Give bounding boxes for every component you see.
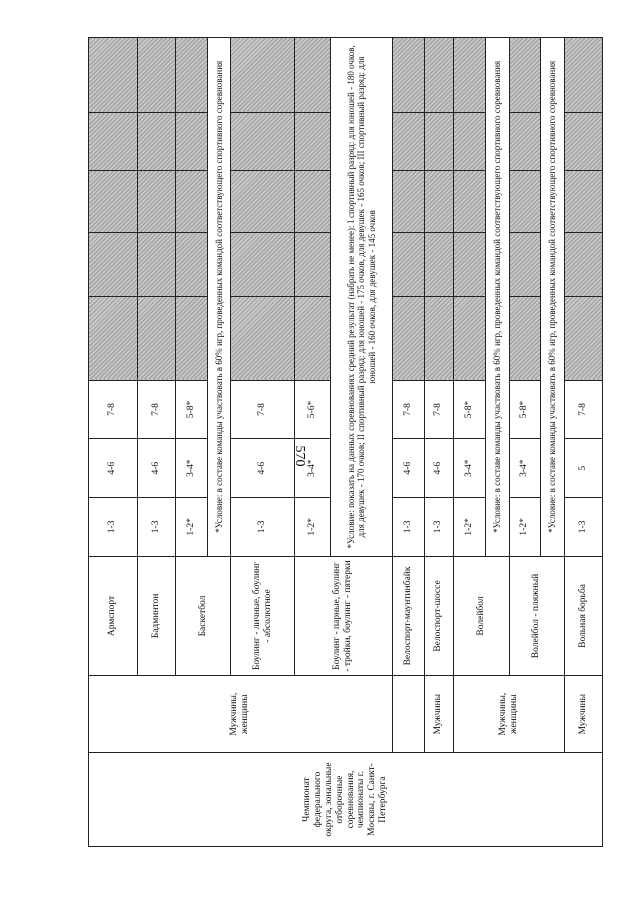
shaded-cell bbox=[295, 112, 331, 171]
rank-cell: 7-8 bbox=[424, 380, 454, 439]
shaded-cell bbox=[392, 171, 424, 233]
shaded-cell bbox=[137, 297, 175, 380]
rank-cell: 1-2* bbox=[176, 498, 208, 557]
rank-cell: 7-8 bbox=[564, 380, 602, 439]
shaded-cell bbox=[392, 38, 424, 113]
sport-cell: Вольная борьба bbox=[564, 556, 602, 676]
shaded-cell bbox=[89, 297, 138, 380]
sport-cell: Бадминтон bbox=[137, 556, 175, 676]
shaded-cell bbox=[137, 38, 175, 113]
shaded-cell bbox=[231, 171, 295, 233]
shaded-cell bbox=[176, 38, 208, 113]
sport-cell: Волейбол bbox=[454, 556, 509, 676]
rotated-table-sheet bbox=[88, 37, 603, 847]
shaded-cell bbox=[509, 297, 541, 380]
sport-cell: Велоспорт-шоссе bbox=[424, 556, 454, 676]
shaded-cell bbox=[231, 297, 295, 380]
rank-cell: 7-8 bbox=[392, 380, 424, 439]
rank-cell: 4-6 bbox=[89, 439, 138, 498]
shaded-cell bbox=[424, 233, 454, 297]
rank-cell: 1-2* bbox=[509, 498, 541, 557]
shaded-cell bbox=[509, 38, 541, 113]
sport-cell: Велоспорт-маунтинбайк bbox=[392, 556, 424, 676]
rank-cell: 3-4* bbox=[454, 439, 486, 498]
rank-cell: 5-8* bbox=[176, 380, 208, 439]
rank-cell: 5 bbox=[564, 439, 602, 498]
shaded-cell bbox=[89, 38, 138, 113]
shaded-cell bbox=[231, 112, 295, 171]
shaded-cell bbox=[295, 171, 331, 233]
rank-cell: 1-3 bbox=[392, 498, 424, 557]
shaded-cell bbox=[454, 112, 486, 171]
rank-cell: 4-6 bbox=[231, 439, 295, 498]
rank-cell: 7-8 bbox=[231, 380, 295, 439]
shaded-cell bbox=[392, 112, 424, 171]
gender-cell: Мужчины, женщины bbox=[454, 676, 564, 753]
shaded-cell bbox=[509, 171, 541, 233]
rank-cell: 4-6 bbox=[392, 439, 424, 498]
rank-cell: 5-8* bbox=[509, 380, 541, 439]
rank-cell: 3-4* bbox=[176, 439, 208, 498]
shaded-cell bbox=[509, 233, 541, 297]
shaded-cell bbox=[176, 171, 208, 233]
shaded-cell bbox=[176, 233, 208, 297]
shaded-cell bbox=[295, 233, 331, 297]
rank-cell: 3-4* bbox=[295, 439, 331, 498]
qualification-table bbox=[88, 37, 603, 847]
rank-cell: 1-3 bbox=[89, 498, 138, 557]
shaded-cell bbox=[231, 233, 295, 297]
table-row bbox=[454, 38, 486, 847]
shaded-cell bbox=[454, 233, 486, 297]
shaded-cell bbox=[509, 112, 541, 171]
shaded-cell bbox=[392, 297, 424, 380]
shaded-cell bbox=[295, 297, 331, 380]
shaded-cell bbox=[424, 38, 454, 113]
rank-cell: 4-6 bbox=[137, 439, 175, 498]
shaded-cell bbox=[295, 38, 331, 113]
shaded-cell bbox=[454, 171, 486, 233]
shaded-cell bbox=[564, 233, 602, 297]
shaded-cell bbox=[454, 297, 486, 380]
table-row bbox=[89, 38, 138, 847]
page-number: 570 bbox=[292, 445, 307, 467]
shaded-cell bbox=[454, 38, 486, 113]
shaded-cell bbox=[137, 112, 175, 171]
gender-cell bbox=[392, 676, 424, 753]
shaded-cell bbox=[564, 112, 602, 171]
shaded-cell bbox=[424, 171, 454, 233]
shaded-cell bbox=[564, 171, 602, 233]
condition-note: *Условие: в составе команды участвовать в 60% игр, проведенных командой соответствующего спортивного соревнования bbox=[541, 38, 564, 557]
shaded-cell bbox=[176, 297, 208, 380]
rank-cell: 1-2* bbox=[454, 498, 486, 557]
event-cell: Чемпионат федерального округа, зональные отборочные соревнования, чемпионаты г. Москвы, г. Санкт-Петербурга bbox=[89, 753, 603, 847]
rank-cell: 7-8 bbox=[137, 380, 175, 439]
gender-cell: Мужчины, женщины bbox=[89, 676, 393, 753]
rank-cell: 1-3 bbox=[231, 498, 295, 557]
sport-cell: Армспорт bbox=[89, 556, 138, 676]
rank-cell: 3-4* bbox=[509, 439, 541, 498]
shaded-cell bbox=[137, 233, 175, 297]
sport-cell: Волейбол - пляжный bbox=[509, 556, 564, 676]
rank-cell: 5-8* bbox=[454, 380, 486, 439]
rank-cell: 4-6 bbox=[424, 439, 454, 498]
rank-cell: 1-3 bbox=[137, 498, 175, 557]
shaded-cell bbox=[564, 297, 602, 380]
shaded-cell bbox=[564, 38, 602, 113]
gender-cell: Мужчины bbox=[424, 676, 454, 753]
rank-cell: 7-8 bbox=[89, 380, 138, 439]
shaded-cell bbox=[137, 171, 175, 233]
table-row bbox=[564, 38, 602, 847]
shaded-cell bbox=[89, 233, 138, 297]
sport-cell: Боулинг - парные, боулинг - тройки, боулинг - пятерки bbox=[295, 556, 393, 676]
shaded-cell bbox=[176, 112, 208, 171]
sport-cell: Баскетбол bbox=[176, 556, 231, 676]
shaded-cell bbox=[89, 171, 138, 233]
table-row bbox=[424, 38, 454, 847]
condition-note: *Условие: в составе команды участвовать в 60% игр, проведенных командой соответствующего спортивного соревнования bbox=[486, 38, 509, 557]
rank-cell: 1-3 bbox=[424, 498, 454, 557]
rank-cell: 5-6* bbox=[295, 380, 331, 439]
shaded-cell bbox=[89, 112, 138, 171]
condition-note: *Условие: в составе команды участвовать в 60% игр, проведенных командой соответствующего спортивного соревнования bbox=[207, 38, 230, 557]
shaded-cell bbox=[392, 233, 424, 297]
rank-cell: 1-2* bbox=[295, 498, 331, 557]
rank-cell: 1-3 bbox=[564, 498, 602, 557]
gender-cell: Мужчины bbox=[564, 676, 602, 753]
shaded-cell bbox=[231, 38, 295, 113]
shaded-cell bbox=[424, 297, 454, 380]
shaded-cell bbox=[424, 112, 454, 171]
sport-cell: Боулинг - личные, боулинг - абсолютное bbox=[231, 556, 295, 676]
table-row bbox=[392, 38, 424, 847]
condition-note: *Условие: показать на данных соревнованиях средний результат (набрать не менее): I спортивный разряд: для юношей - 180 очков, для девушек - 170 очков; II спортивный разряд: для юношей - 175 очков, для девушек - 165 очков; III спортивный разряд: для юношей - 160 очков, для девушек - 145 очков bbox=[331, 38, 393, 557]
